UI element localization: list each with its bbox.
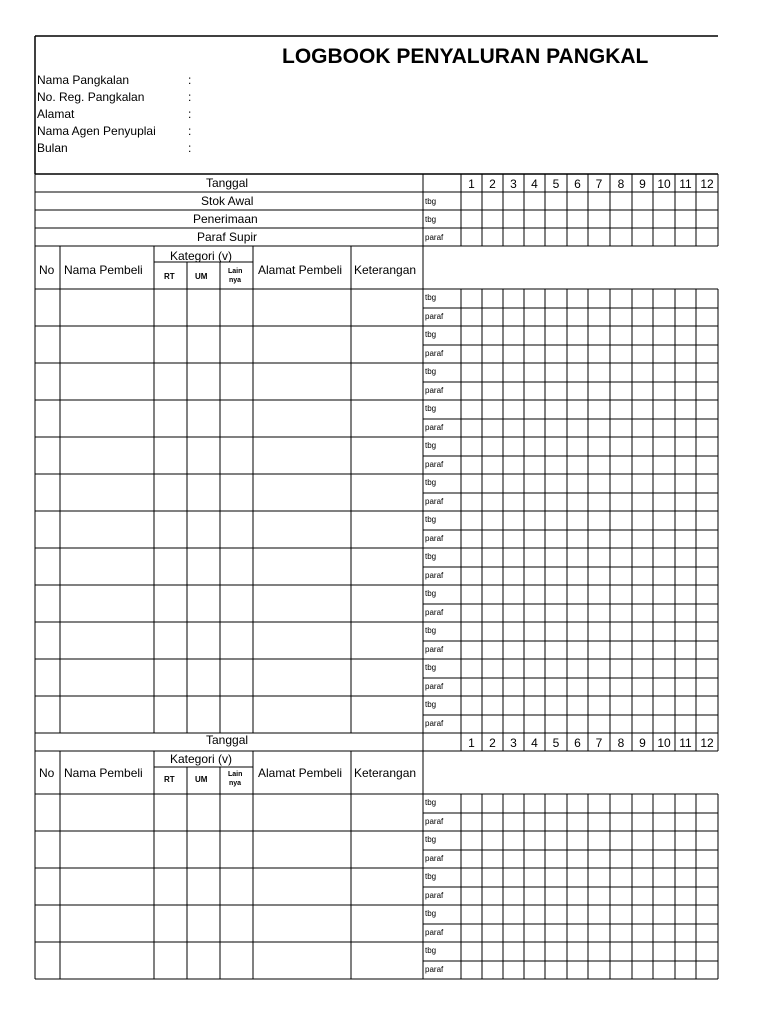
- unit-label-paraf: paraf: [425, 645, 444, 654]
- field-label-nama-agen: Nama Agen Penyuplai: [37, 124, 156, 138]
- field-sep: :: [188, 124, 192, 138]
- unit-label-tbg: tbg: [425, 367, 437, 376]
- col-header-alamat-pembeli: Alamat Pembeli: [258, 766, 343, 780]
- field-sep: :: [188, 107, 192, 121]
- unit-label-tbg: tbg: [425, 552, 437, 561]
- unit-label-paraf: paraf: [425, 571, 444, 580]
- col-header-nama-pembeli: Nama Pembeli: [64, 263, 143, 277]
- col-header-keterangan: Keterangan: [354, 766, 417, 780]
- unit-label-paraf: paraf: [425, 965, 444, 974]
- date-row-label-2: Tanggal: [206, 733, 249, 747]
- summary-label-paraf-supir: Paraf Supir: [197, 230, 258, 244]
- unit-label-tbg: tbg: [425, 835, 437, 844]
- day-number: 6: [574, 177, 581, 191]
- field-label-no-reg: No. Reg. Pangkalan: [37, 90, 145, 104]
- col-header-lainnya-1: Lain: [228, 771, 243, 778]
- unit-label-tbg: tbg: [425, 700, 437, 709]
- unit-label-tbg: tbg: [425, 441, 437, 450]
- day-number: 8: [617, 177, 625, 191]
- day-number: 4: [531, 177, 538, 191]
- field-label-bulan: Bulan: [37, 141, 68, 155]
- col-header-nama-pembeli: Nama Pembeli: [64, 766, 143, 780]
- day-number: 9: [639, 177, 646, 191]
- col-header-kategori: Kategori (v): [170, 249, 233, 263]
- day-number: 7: [595, 177, 603, 191]
- unit-label-paraf: paraf: [425, 534, 444, 543]
- day-number: 6: [574, 736, 581, 750]
- summary-unit-paraf-supir: paraf: [425, 233, 444, 242]
- day-number: 3: [510, 177, 517, 191]
- unit-label-paraf: paraf: [425, 312, 444, 321]
- col-header-kategori: Kategori (v): [170, 752, 233, 766]
- unit-label-tbg: tbg: [425, 946, 437, 955]
- day-number: 2: [489, 736, 496, 750]
- day-number: 4: [531, 736, 538, 750]
- col-header-keterangan: Keterangan: [354, 263, 417, 277]
- unit-label-paraf: paraf: [425, 682, 444, 691]
- day-number: 7: [595, 736, 603, 750]
- unit-label-tbg: tbg: [425, 798, 437, 807]
- day-number: 1: [468, 177, 475, 191]
- day-number: 2: [489, 177, 496, 191]
- col-header-alamat-pembeli: Alamat Pembeli: [258, 263, 343, 277]
- unit-label-paraf: paraf: [425, 891, 444, 900]
- day-number: 9: [639, 736, 646, 750]
- day-number: 12: [700, 736, 714, 750]
- unit-label-paraf: paraf: [425, 460, 444, 469]
- page-title: LOGBOOK PENYALURAN PANGKAL: [282, 45, 649, 68]
- unit-label-paraf: paraf: [425, 608, 444, 617]
- day-number: 10: [657, 177, 671, 191]
- summary-label-tanggal: Tanggal: [206, 176, 249, 190]
- field-sep: :: [188, 141, 192, 155]
- day-number: 11: [679, 736, 692, 750]
- day-number: 10: [657, 736, 671, 750]
- col-header-lainnya-2: nya: [229, 780, 242, 787]
- unit-label-tbg: tbg: [425, 909, 437, 918]
- col-header-rt: RT: [164, 775, 175, 784]
- col-header-um: UM: [195, 272, 208, 281]
- unit-label-tbg: tbg: [425, 404, 437, 413]
- day-number: 8: [617, 736, 625, 750]
- unit-label-tbg: tbg: [425, 330, 437, 339]
- unit-label-paraf: paraf: [425, 349, 444, 358]
- unit-label-paraf: paraf: [425, 719, 444, 728]
- col-header-no: No: [39, 766, 55, 780]
- day-number: 11: [679, 177, 692, 191]
- day-number: 5: [552, 736, 560, 750]
- field-label-nama-pangkalan: Nama Pangkalan: [37, 73, 130, 87]
- unit-label-paraf: paraf: [425, 854, 444, 863]
- unit-label-tbg: tbg: [425, 478, 437, 487]
- summary-label-penerimaan: Penerimaan: [193, 212, 258, 226]
- col-header-lainnya-2: nya: [229, 277, 242, 284]
- unit-label-tbg: tbg: [425, 872, 437, 881]
- unit-label-paraf: paraf: [425, 497, 444, 506]
- unit-label-tbg: tbg: [425, 663, 437, 672]
- unit-label-tbg: tbg: [425, 293, 437, 302]
- day-number: 12: [700, 177, 714, 191]
- day-number: 5: [552, 177, 560, 191]
- unit-label-paraf: paraf: [425, 386, 444, 395]
- unit-label-tbg: tbg: [425, 589, 437, 598]
- field-sep: :: [188, 90, 192, 104]
- col-header-um: UM: [195, 775, 208, 784]
- field-sep: :: [188, 73, 192, 87]
- col-header-rt: RT: [164, 272, 175, 281]
- summary-unit-stok-awal: tbg: [425, 197, 437, 206]
- day-number: 3: [510, 736, 517, 750]
- unit-label-tbg: tbg: [425, 626, 437, 635]
- unit-label-paraf: paraf: [425, 928, 444, 937]
- col-header-no: No: [39, 263, 55, 277]
- summary-label-stok-awal: Stok Awal: [201, 194, 254, 208]
- day-number: 1: [468, 736, 475, 750]
- unit-label-paraf: paraf: [425, 423, 444, 432]
- summary-unit-penerimaan: tbg: [425, 215, 437, 224]
- unit-label-tbg: tbg: [425, 515, 437, 524]
- field-label-alamat: Alamat: [37, 107, 75, 121]
- unit-label-paraf: paraf: [425, 817, 444, 826]
- col-header-lainnya-1: Lain: [228, 268, 243, 275]
